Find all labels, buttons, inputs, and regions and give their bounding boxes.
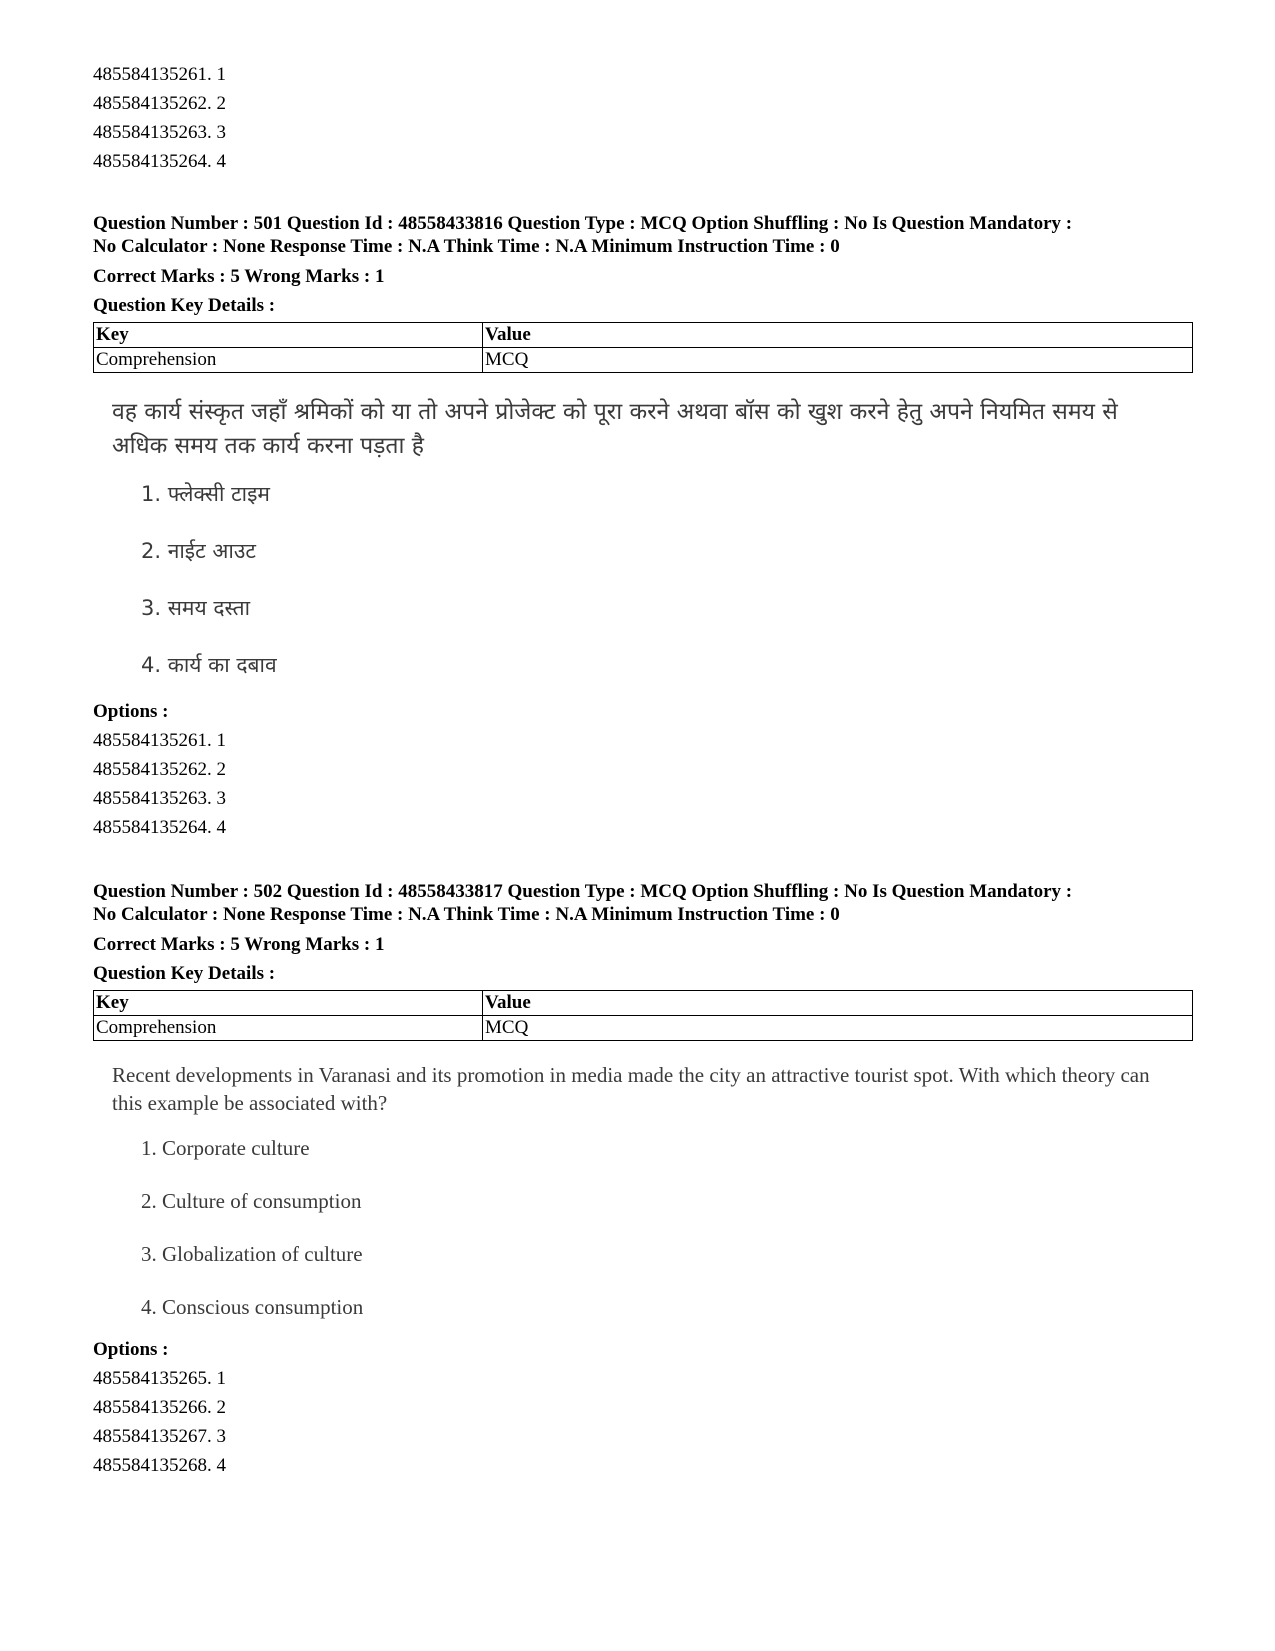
option-id: 485584135262. 2	[93, 759, 226, 780]
option-id: 485584135263. 3	[93, 788, 226, 809]
table-header-value: Value	[483, 991, 1193, 1016]
key-details-label: Question Key Details :	[93, 963, 276, 984]
question-choices	[141, 477, 1193, 682]
table-header-row	[94, 991, 1193, 1016]
question-content	[93, 1061, 1193, 1324]
question-stem: Recent developments in Varanasi and its promotion in media made the city an attractive tourist spot. With which theory can this example be associated with?	[112, 1063, 1150, 1115]
option-id: 485584135261. 1	[93, 64, 226, 85]
question-choices	[141, 1131, 1193, 1324]
key-details-table	[93, 322, 1193, 373]
question-header-line-1: Question Number : 502 Question Id : 48558433817 Question Type : MCQ Option Shuffling : No Is Question Mandatory :	[93, 881, 1073, 902]
question-header	[93, 212, 1193, 258]
choice-3: 3. समय दस्ता	[141, 596, 251, 620]
table-header-key: Key	[94, 323, 483, 348]
document-page	[93, 60, 1193, 1480]
question-502	[93, 880, 1193, 1480]
question-header-line-1: Question Number : 501 Question Id : 48558433816 Question Type : MCQ Option Shuffling : No Is Question Mandatory :	[93, 213, 1073, 234]
option-id: 485584135261. 1	[93, 730, 226, 751]
question-501	[93, 212, 1193, 842]
spacer	[93, 842, 1193, 880]
option-id: 485584135264. 4	[93, 151, 226, 172]
options-list	[93, 726, 1193, 842]
table-header-row	[94, 323, 1193, 348]
choice-2: 2. Culture of consumption	[141, 1189, 362, 1213]
choice-4: 4. कार्य का दबाव	[141, 653, 277, 677]
table-cell-key: Comprehension	[94, 1016, 483, 1041]
table-cell-value: MCQ	[483, 1016, 1193, 1041]
option-id: 485584135266. 2	[93, 1397, 226, 1418]
table-row	[94, 1016, 1193, 1041]
question-marks: Correct Marks : 5 Wrong Marks : 1	[93, 934, 385, 955]
question-marks: Correct Marks : 5 Wrong Marks : 1	[93, 266, 385, 287]
option-id: 485584135263. 3	[93, 122, 226, 143]
key-details-table	[93, 990, 1193, 1041]
question-content	[93, 395, 1193, 682]
table-cell-key: Comprehension	[94, 348, 483, 373]
choice-2: 2. नाईट आउट	[141, 539, 256, 563]
option-id: 485584135265. 1	[93, 1368, 226, 1389]
option-id: 485584135262. 2	[93, 93, 226, 114]
table-row	[94, 348, 1193, 373]
question-header	[93, 880, 1193, 926]
option-id: 485584135268. 4	[93, 1455, 226, 1476]
question-stem: वह कार्य संस्कृत जहाँ श्रमिकों को या तो अपने प्रोजेक्ट को पूरा करने अथवा बॉस को खुश करने हेतु अपने नियमित समय से अधिक समय तक कार्य करना पड़ता है	[112, 399, 1118, 459]
options-list	[93, 1364, 1193, 1480]
options-label: Options :	[93, 1339, 169, 1360]
choice-4: 4. Conscious consumption	[141, 1295, 364, 1319]
choice-3: 3. Globalization of culture	[141, 1242, 363, 1266]
table-header-value: Value	[483, 323, 1193, 348]
option-id: 485584135267. 3	[93, 1426, 226, 1447]
previous-options-list	[93, 60, 1193, 176]
choice-1: 1. फ्लेक्सी टाइम	[141, 482, 270, 506]
options-label: Options :	[93, 701, 169, 722]
question-header-line-2: No Calculator : None Response Time : N.A Think Time : N.A Minimum Instruction Time : 0	[93, 236, 840, 257]
option-id: 485584135264. 4	[93, 817, 226, 838]
question-header-line-2: No Calculator : None Response Time : N.A Think Time : N.A Minimum Instruction Time : 0	[93, 904, 840, 925]
table-header-key: Key	[94, 991, 483, 1016]
choice-1: 1. Corporate culture	[141, 1136, 310, 1160]
key-details-label: Question Key Details :	[93, 295, 276, 316]
table-cell-value: MCQ	[483, 348, 1193, 373]
